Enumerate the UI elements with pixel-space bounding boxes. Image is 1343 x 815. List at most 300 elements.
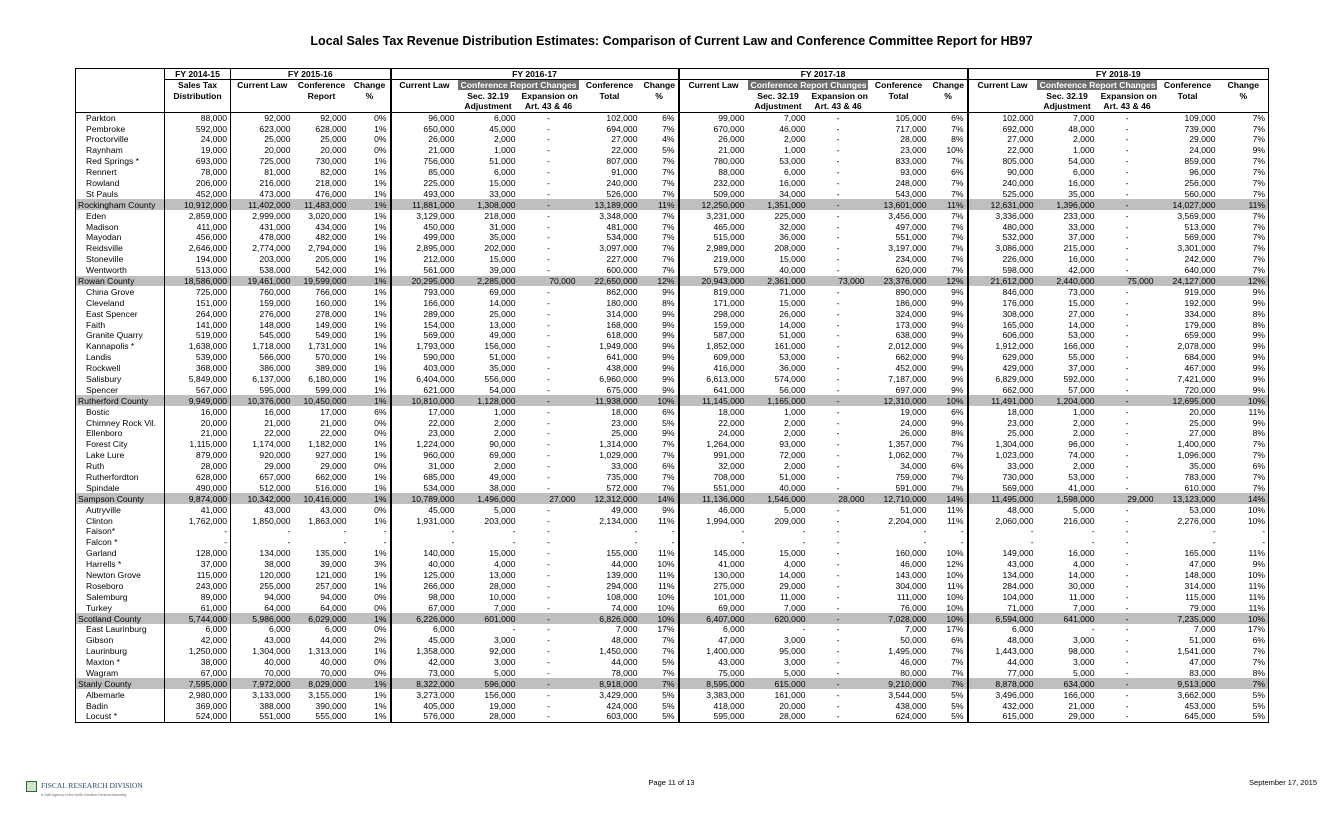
table-cell: 61,000 [165,602,231,613]
table-cell: 180,000 [606,297,638,308]
table-cell: 720,000 [1184,384,1216,395]
table-cell: 730,000 [315,156,347,167]
table-cell: 603,000 [579,711,641,722]
table-cell: - [679,526,748,537]
table-cell: 44,000 [968,657,1037,668]
table-cell: 98,000 [391,591,458,602]
table-cell: - [1125,308,1129,319]
table-cell: 8% [951,428,964,439]
table-cell: 49,000 [611,504,638,515]
table-cell: - [809,199,868,210]
table-row [76,482,1269,493]
table-cell: 1,000 [493,145,516,156]
table-cell: 7,028,000 [868,613,930,624]
table-cell: - [547,635,550,646]
table-cell: - [547,265,550,276]
table-cell: 0% [374,602,387,613]
table-cell: 256,000 [1184,177,1216,188]
municipality-name: China Grove [76,286,165,297]
table-cell: 284,000 [968,580,1037,591]
table-cell: 17,000 [320,406,347,417]
table-cell: 645,000 [1157,711,1219,722]
table-cell: 3,129,000 [391,210,458,221]
table-cell: 92,000 [320,112,347,123]
table-cell: 1,204,000 [1037,395,1098,406]
table-cell: 155,000 [606,548,638,559]
table-cell: - [1125,515,1129,526]
table-cell: - [836,145,840,156]
table-cell: 10% [930,613,968,624]
table-cell: 0% [374,112,387,123]
table-cell: 134,000 [231,548,294,559]
table-cell: 82,000 [320,167,347,178]
table-cell: 7% [662,646,675,657]
table-cell: 10,342,000 [231,493,294,504]
table-cell: 1,541,000 [1177,646,1216,657]
table-cell: - [1125,526,1129,537]
table-cell: 7,187,000 [888,373,927,384]
header-expansion-on: Expansion on [1100,90,1157,101]
table-cell: - [836,602,840,613]
table-cell: 2,361,000 [748,276,809,287]
table-row [76,570,1269,581]
table-cell: 3,544,000 [888,689,927,700]
table-cell: 1% [374,352,387,363]
table-cell: - [547,243,550,254]
table-cell: - [1098,395,1157,406]
table-cell: - [836,417,840,428]
table-cell: 3,086,000 [968,243,1037,254]
table-cell: 9% [951,373,964,384]
municipality-name: Faison* [76,526,165,537]
table-cell: 98,000 [1068,646,1095,657]
table-cell: 2,895,000 [391,243,458,254]
table-cell: 23,000 [900,145,927,156]
table-cell: 314,000 [1184,580,1216,591]
table-cell: - [634,526,638,537]
table-cell: 403,000 [391,363,458,374]
table-cell: 1% [374,548,387,559]
table-cell: - [547,177,550,188]
table-cell: 9% [1219,330,1269,341]
table-cell: - [968,526,1037,537]
table-cell: 9% [951,308,964,319]
table-cell: 22,000 [320,428,347,439]
table-cell: 11% [657,580,675,591]
table-cell: - [519,395,579,406]
table-cell: 35,000 [1189,461,1216,472]
table-cell: 91,000 [611,167,638,178]
table-cell: - [836,286,840,297]
table-row [76,591,1269,602]
table-cell: 919,000 [1184,286,1216,297]
table-cell: 11,145,000 [679,395,748,406]
table-cell: 416,000 [679,363,748,374]
table-cell: 234,000 [895,254,927,265]
table-cell: 5,000 [1073,504,1095,515]
table-cell: 890,000 [895,286,927,297]
table-cell: 212,000 [391,254,458,265]
table-cell: 4,000 [1073,559,1095,570]
table-cell: 7% [1219,254,1269,265]
county-name: Rowan County [76,276,165,287]
table-cell: 92,000 [231,112,294,123]
table-cell: 1,400,000 [1177,439,1216,450]
table-cell: 725,000 [231,156,294,167]
table-cell: 71,000 [779,286,806,297]
table-cell: - [1098,711,1157,722]
table-cell: - [960,526,964,537]
table-cell: 17% [657,624,675,635]
table-cell: - [809,395,868,406]
table-cell: 1% [374,384,387,395]
table-cell: 7,595,000 [165,678,231,689]
table-cell: 1% [374,286,387,297]
table-cell: 10% [1219,570,1269,581]
table-cell: 9% [662,286,675,297]
table-cell: 53,000 [1068,472,1095,482]
municipality-name: Red Springs * [76,156,165,167]
table-cell: 490,000 [165,482,231,493]
table-cell: 20,943,000 [679,276,748,287]
table-cell: 591,000 [895,482,927,493]
table-cell: 807,000 [606,156,638,167]
municipality-name: Newton Grove [76,570,165,581]
table-cell: 43,000 [679,657,748,668]
table-cell: 368,000 [165,363,231,374]
table-cell: 7% [1219,243,1269,254]
table-cell: 73,000 [809,276,868,287]
table-row [76,352,1269,363]
table-cell: - [1212,537,1216,548]
municipality-name: Raynham [76,145,165,156]
table-cell: 109,000 [1184,112,1216,123]
table-cell: 6,404,000 [391,374,458,385]
header-sec3219: Sec. 32.19 [757,90,799,101]
table-row [76,363,1269,374]
table-cell: 601,000 [458,613,519,624]
municipality-name: Salemburg [76,591,165,602]
table-cell: 1% [374,232,387,243]
table-cell: 13,000 [489,570,516,581]
table-cell: 47,000 [1189,657,1216,668]
table-cell: 11% [657,515,675,526]
table-cell: 21,000 [391,145,458,156]
table-cell: 11% [930,199,968,210]
table-cell: 194,000 [165,254,231,265]
table-row [76,384,1269,395]
table-cell: 73,000 [391,668,458,679]
table-cell: 595,000 [679,711,748,722]
table-cell: 708,000 [679,472,748,483]
table-cell: - [519,613,579,624]
table-cell: 780,000 [679,156,748,167]
table-cell: 9% [662,384,675,395]
header-art: Art. 43 & 46 [809,101,868,112]
table-cell: 21,612,000 [968,276,1037,287]
table-cell: 94,000 [320,591,347,602]
table-cell: 0% [374,145,387,156]
table-cell: 6,960,000 [599,373,638,384]
table-cell: 452,000 [165,188,231,199]
table-cell: 12,310,000 [868,395,930,406]
municipality-name: Gibson [76,635,165,646]
table-cell: - [1091,537,1095,548]
table-cell: 760,000 [231,286,294,297]
table-cell: 1% [374,363,387,374]
table-cell: 69,000 [489,450,516,461]
table-cell: 226,000 [968,254,1037,265]
table-cell: 513,000 [1184,221,1216,232]
table-row [76,330,1269,341]
table-cell: 39,000 [489,265,516,276]
table-cell: - [1125,221,1129,232]
table-cell: 1,115,000 [165,439,231,450]
table-cell: - [836,210,840,221]
table-cell: 148,000 [231,319,294,330]
table-cell: 7% [662,265,675,276]
municipality-name: Badin [76,700,165,711]
table-cell: 662,000 [895,352,927,363]
table-cell: 33,000 [611,461,638,472]
table-cell: 28,000 [809,493,868,504]
table-cell: 6% [1219,635,1269,646]
table-cell: 2,078,000 [1177,341,1216,352]
table-cell: - [836,188,840,199]
municipality-name: Harrells * [76,559,165,570]
table-cell: 0% [374,657,387,668]
table-cell: 7% [951,177,964,188]
table-cell: 51,000 [489,352,516,363]
table-cell: - [836,700,840,711]
header-distribution: Distribution [165,90,231,101]
table-cell: 215,000 [1063,243,1095,254]
table-cell: 7% [1219,450,1269,461]
table-cell: 218,000 [484,210,516,221]
table-cell: - [802,624,806,635]
table-cell: - [1125,286,1129,297]
table-cell: 34,000 [779,188,806,199]
header-adjustment: Adjustment [748,101,809,112]
municipality-name: Chimney Rock Vil. [76,417,165,428]
table-cell: - [1125,580,1129,591]
table-cell: - [836,330,840,341]
table-cell: - [836,308,840,319]
table-cell: 609,000 [679,352,748,363]
table-cell: 388,000 [231,700,294,711]
table-cell: 159,000 [231,297,294,308]
table-cell: 14% [1219,493,1269,504]
table-cell: 7% [951,188,964,199]
table-row [76,472,1269,483]
table-row [76,635,1269,646]
table-cell: 33,000 [1068,221,1095,232]
table-cell: 12,631,000 [968,199,1037,210]
table-cell: 16,000 [1068,254,1095,265]
table-cell: 48,000 [611,635,638,646]
table-cell: - [383,526,387,537]
table-cell: 7% [951,232,964,243]
table-cell: 40,000 [231,657,294,668]
table-cell: 159,000 [679,319,748,330]
table-cell: 4% [662,134,675,145]
table-cell: 432,000 [968,700,1037,711]
table-cell: - [836,123,840,134]
table-cell: 15,000 [489,254,516,265]
table-cell: - [1125,406,1129,417]
table-cell: 25,000 [231,134,294,145]
table-cell: 4,000 [493,559,516,570]
table-cell: 7% [951,482,964,493]
table-cell: 390,000 [315,700,347,711]
table-cell: 1,793,000 [391,341,458,352]
table-cell: 694,000 [606,123,638,134]
table-cell: - [836,646,840,657]
table-cell: 9% [1219,352,1269,363]
table-cell: 561,000 [391,265,458,276]
table-cell: - [1125,689,1129,700]
table-cell: 9% [662,308,675,319]
table-cell: 1,598,000 [1037,493,1098,504]
table-cell: 569,000 [1184,232,1216,243]
table-cell: 7% [1219,482,1269,493]
table-cell: 67,000 [391,602,458,613]
table-cell: - [1125,363,1129,374]
table-cell: 255,000 [231,580,294,591]
table-cell: 20,000 [779,700,806,711]
table-cell: 7,000 [1073,602,1095,613]
table-cell: 1,400,000 [679,646,748,657]
table-cell: 53,000 [779,156,806,167]
table-cell: - [923,526,927,537]
table-cell: 125,000 [391,570,458,581]
table-cell: 7,000 [905,624,927,635]
table-cell: 29,000 [779,580,806,591]
table-cell: 15,000 [489,177,516,188]
table-cell: 21,000 [165,428,231,439]
table-cell: 5,000 [493,668,516,679]
table-cell: 1% [374,646,387,657]
table-cell: - [1125,123,1129,134]
table-cell: 90,000 [489,439,516,450]
table-cell: 13,189,000 [579,199,641,210]
table-cell: 12,695,000 [1157,395,1219,406]
table-cell: 572,000 [606,482,638,493]
table-cell: 766,000 [315,286,347,297]
table-cell: 78,000 [611,668,638,679]
table-row [76,210,1269,221]
header-adjustment: Adjustment [1037,101,1098,112]
table-row [76,406,1269,417]
table-cell: 42,000 [391,657,458,668]
table-cell: 26,000 [679,134,748,145]
table-cell: 549,000 [315,330,347,341]
table-cell: 641,000 [606,352,638,363]
table-cell: 1,174,000 [231,439,294,450]
table-row [76,297,1269,308]
table-cell: 7% [662,123,675,134]
county-name: Rockingham County [76,199,165,210]
table-cell: - [547,461,550,472]
table-cell: 9% [951,352,964,363]
header-pct: % [655,90,663,101]
table-cell: 1,450,000 [599,646,638,657]
table-cell: 21,000 [679,145,748,156]
table-cell: 7,972,000 [231,678,294,689]
table-cell: 756,000 [391,156,458,167]
table-cell: 105,000 [895,112,927,123]
table-cell: 171,000 [679,297,748,308]
table-cell: 149,000 [315,319,347,330]
table-cell: 42,000 [165,635,231,646]
table-cell: 670,000 [679,123,748,134]
table-cell: 41,000 [165,504,231,515]
header-current-law: Current Law [968,80,1037,91]
table-cell: 2,646,000 [165,243,231,254]
municipality-name: Eden [76,210,165,221]
table-cell: 15,000 [1068,297,1095,308]
table-cell: 324,000 [895,308,927,319]
table-cell: - [547,591,550,602]
table-cell: 73,000 [1068,286,1095,297]
table-cell: 7% [662,243,675,254]
table-cell: 20,000 [320,145,347,156]
table-cell: 1% [374,123,387,134]
municipality-name: Bostic [76,406,165,417]
table-cell: 10% [946,602,964,613]
table-cell: 499,000 [391,232,458,243]
table-cell: 692,000 [968,123,1037,134]
header-conference: Conference [297,80,346,91]
table-cell: 2,000 [493,461,516,472]
table-cell: 1% [374,297,387,308]
table-cell: 10% [657,591,675,602]
municipality-name: Spencer [76,384,165,395]
table-header [76,69,1269,113]
table-cell: - [1125,188,1129,199]
table-cell: 14% [641,493,679,504]
table-cell: - [836,177,840,188]
table-cell: 1,313,000 [308,646,347,657]
table-cell: - [836,232,840,243]
table-cell: 29,000 [1189,134,1216,145]
table-cell: 8,595,000 [679,678,748,689]
table-cell: 7% [1219,221,1269,232]
table-cell: 0% [374,417,387,428]
table-cell: 49,000 [489,472,516,482]
table-cell: 3,662,000 [1177,689,1216,700]
table-cell: 6% [951,635,964,646]
table-row [76,646,1269,657]
table-cell: 24,000 [1189,145,1216,156]
table-cell: 11% [657,570,675,581]
table-cell: 1% [374,177,387,188]
table-cell: - [1125,243,1129,254]
table-row [76,602,1269,613]
table-cell: - [809,678,868,689]
table-cell: 51,000 [1189,635,1216,646]
table-cell: 7% [662,439,675,450]
municipality-name: Autryville [76,504,165,515]
table-cell: 25,000 [320,134,347,145]
table-cell: 7% [662,254,675,265]
county-row [76,199,1269,210]
table-cell: 6% [951,406,964,417]
table-cell: 7% [930,678,968,689]
table-cell: 1,638,000 [165,341,231,352]
table-cell: 411,000 [165,221,231,232]
table-cell: 20,000 [165,417,231,428]
